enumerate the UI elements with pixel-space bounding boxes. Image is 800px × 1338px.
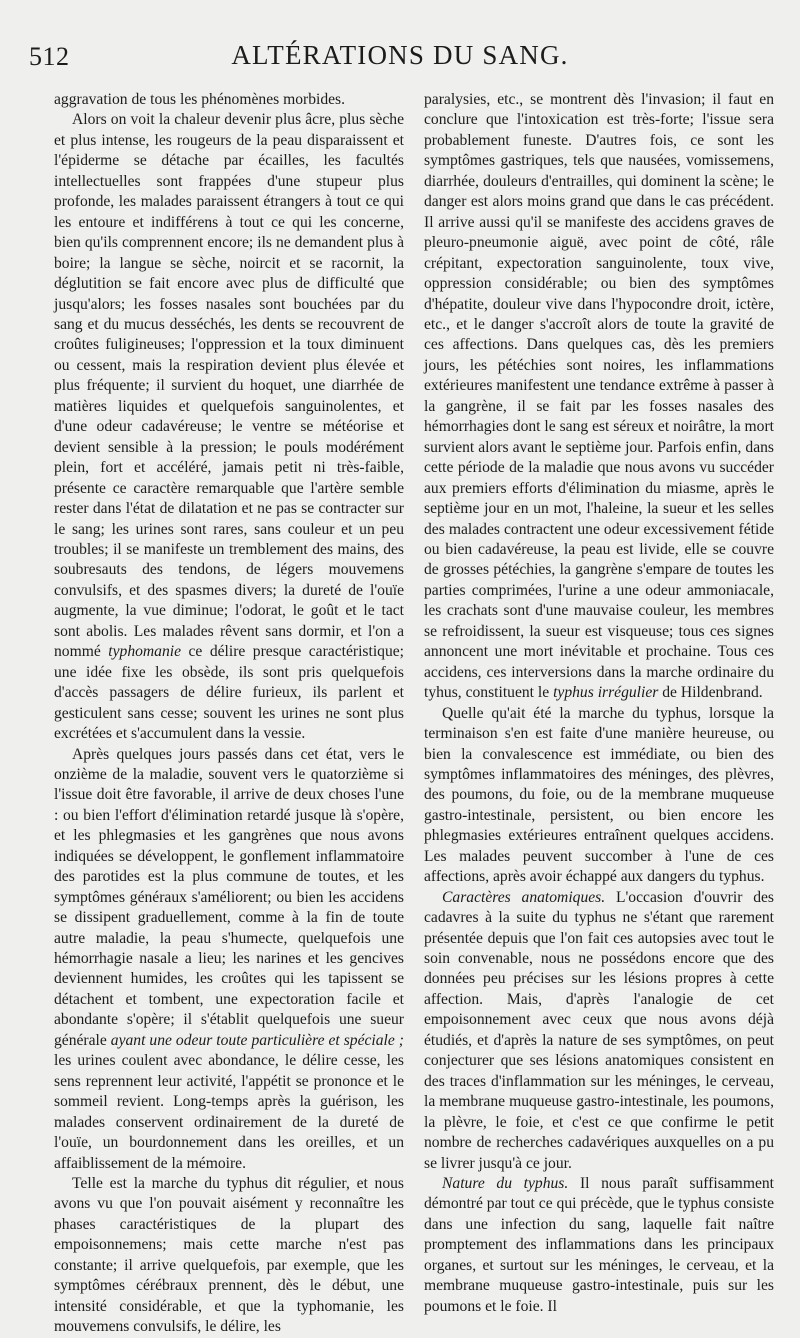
paragraph: Quelle qu'ait été la marche du typhus, lorsque la terminaison s'en est faite d'une manière heureuse, ou bien la convalescence est immédiate, ou bien des symptômes inflammatoires des méninges, des plèvres, des poumons, du foie, ou de la membrane muqueuse gastro-intestinale, persistent, ou bien encore les phlegmasies extérieures entraînent quelques accidens. Les malades peuvent succomber à l'une de ces affections, après avoir échappé aux dangers du typhus.: [424, 704, 774, 886]
paragraph-text: de Hildenbrand.: [662, 684, 763, 702]
page-number: 512: [29, 42, 70, 71]
paragraph: [424, 888, 774, 1174]
paragraph-text: L'occasion d'ouvrir des cadavres à la suite du typhus ne s'étant que rarement présentée depuis que l'on fait ces autopsies avec tout le soin convenable, nous ne possédons encore que des données peu précises sur les lésions propres à cette affection. Mais, d'après l'analogie de cet empoisonnement avec ceux que nous avons déjà étudiés, et d'après la nature de ses symptômes, on peut conjecturer que ses lésions anatomiques consistent en des traces d'inflammation sur les méninges, le cerveau, la membrane muqueuse gastro-intestinale, les poumons, la plèvre, le foie, et c'est ce que confirme le petit nombre de recherches cadavériques auxquelles on a pu se livrer jusqu'à ce jour.: [424, 888, 774, 1172]
paragraph: [424, 90, 774, 704]
paragraph-text: ce délire presque caractéristique; une idée fixe les obsède, ils sont pris quelquefois d'accès passagers de délire furieux, ils parlent et gesticulent sans cesse; souvent les urines ne sont plus excrétées et s'accumulent dans la vessie.: [54, 643, 404, 743]
section-title: Caractères anatomiques.: [442, 888, 606, 906]
paragraph-text: paralysies, etc., se montrent dès l'invasion; il faut en conclure que l'intoxication est très-forte; l'issue sera probablement funeste. D'autres fois, ce sont les symptômes gastriques, tels que nausées, vomissemens, diarrhée, douleurs d'entrailles, qui dominent la scène; le danger est alors moins grand que dans le cas précédent. Il arrive aussi qu'il se manifeste des accidens graves de pleuro-pneumonie aiguë, avec point de côté, râle crépitant, expectoration sanguinolente, toux vive, oppression considérable; ou bien des symptômes d'hépatite, douleur vive dans l'hypocondre droit, ictère, etc., et le danger s'accroît alors de toute la gravité de ces affections. Dans quelques cas, dès les premiers jours, les pétéchies sont noires, les inflammations extérieures manifestent une tendance extrême à passer à la gangrène, il se fait par les fosses nasales des hémorrhagies dont le sang est séreux et noirâtre, la mort survient alors avant le septième jour. Parfois enfin, dans cette période de la maladie que nous avons vu succéder aux premiers efforts d'élimination du miasme, après le septième jour en un mot, l'haleine, la sueur et les selles des malades contractent une odeur excessivement fétide ou bien cadavéreuse, la peau est livide, elle se couvre de grosses pétéchies, la gangrène s'empare de toutes les parties comprimées, l'urine a une odeur ammoniacale, les crachats sont d'une mauvaise couleur, les membres se refroidissent, la sueur est visqueuse; tous ces signes annoncent une mort inévitable et prochaine. Tous ces accidens, ces interversions dans la marche ordinaire du tyhus, constituent le: [424, 91, 774, 702]
running-title: ALTÉRATIONS DU SANG.: [231, 40, 569, 70]
paragraph-text: Il nous paraît suffisamment démontré par tout ce qui précède, que le typhus consiste dans une infection du sang, laquelle fait naître promptement des inflammations dans les principaux organes, et surtout sur les méninges, le cerveau, et la membrane muqueuse gastro-intestinale, puis sur les poumons et le foie. Il: [424, 1175, 774, 1315]
italic-phrase: ayant une odeur toute particulière et spéciale ;: [110, 1031, 404, 1049]
paragraph: [54, 745, 404, 1175]
paragraph: Telle est la marche du typhus dit régulier, et nous avons vu que l'on pouvait aisément y reconnaître les phases caractéristiques de la plupart des empoisonnemens; mais cette marche n'est pas constante; il arrive quelquefois, par exemple, que les symptômes cérébraux prennent, dès le début, une intensité considérable, et que la typhomanie, les mouvemens convulsifs, le délire, les: [54, 1175, 404, 1336]
italic-term: typhus irrégulier: [553, 684, 659, 702]
paragraph: [54, 110, 404, 744]
section-title: Nature du typhus.: [442, 1175, 569, 1193]
page-header: [0, 0, 800, 86]
right-column: [424, 90, 774, 1317]
paragraph: [424, 1174, 774, 1317]
paragraph-text: Après quelques jours passés dans cet état, vers le onzième de la maladie, souvent vers le quatorzième si l'issue doit être favorable, il arrive de deux choses l'une : ou bien l'effort d'élimination retardé jusque là s'opère, et les phlegmasies et les gangrènes que nous avons indiquées se développent, le gonflement inflammatoire des parotides est la plus commune de toutes, et les symptômes généraux s'améliorent; ou bien les accidens se dissipent graduellement, comme à la fin de toute autre maladie, la peau s'humecte, quelquefois une hémorrhagie nasale a lieu; les narines et les gencives deviennent humides, les croûtes qui les tapissent se détachent et tombent, une expectoration facile et abondante s'opère; il s'établit quelquefois une sueur générale: [54, 745, 404, 1049]
paragraph-text: Alors on voit la chaleur devenir plus âcre, plus sèche et plus intense, les rougeurs de la peau disparaissent et l'épiderme se détache par écailles, les facultés intellectuelles sont frappées d'une stupeur plus profonde, les malades paraissent étrangers à tout ce qui les entoure et indifférens à tout ce qui les concerne, bien qu'ils comprennent encore; ils ne demandent plus à boire; la langue se sèche, noircit et se racornit, la déglutition se fait encore avec plus de difficulté que jusqu'alors; les fosses nasales sont bouchées par du sang et du mucus desséchés, les dents se recouvrent de croûtes fuligineuses; l'oppression et la toux diminuent ou cessent, mais la respiration devient plus élevée et plus fréquente; il survient du hoquet, une diarrhée de matières liquides et quelquefois sanguinolentes, et d'une odeur cadavéreuse; le ventre se météorise et devient sensible à la pression; le pouls modérément plein, fort et accéléré, jamais petit ni très-faible, présente ce caractère remarquable que l'artère semble rester dans l'état de dilatation et ne pas se contracter sur le sang; les urines sont rares, sans couleur et un peu troubles; il se manifeste un tremblement des mains, des soubresauts des tendons, de légers mouvemens convulsifs, et des spasmes divers; la dureté de l'ouïe augmente, la vue diminue; l'odorat, le goût et le tact sont abolis. Les malades rêvent sans dormir, et l'on a nommé: [54, 111, 404, 661]
left-column: [54, 90, 404, 1338]
paragraph-text: les urines coulent avec abondance, le délire cesse, les sens reprennent leur activité, l'appétit se prononce et le sommeil revient. Long-temps après la guérison, les malades conservent ordinairement de la dureté de l'ouïe, un bourdonnement dans les oreilles, et un affaiblissement de la mémoire.: [54, 1052, 404, 1172]
paragraph: aggravation de tous les phénomènes morbides.: [54, 91, 346, 108]
italic-term: typhomanie: [108, 643, 182, 661]
